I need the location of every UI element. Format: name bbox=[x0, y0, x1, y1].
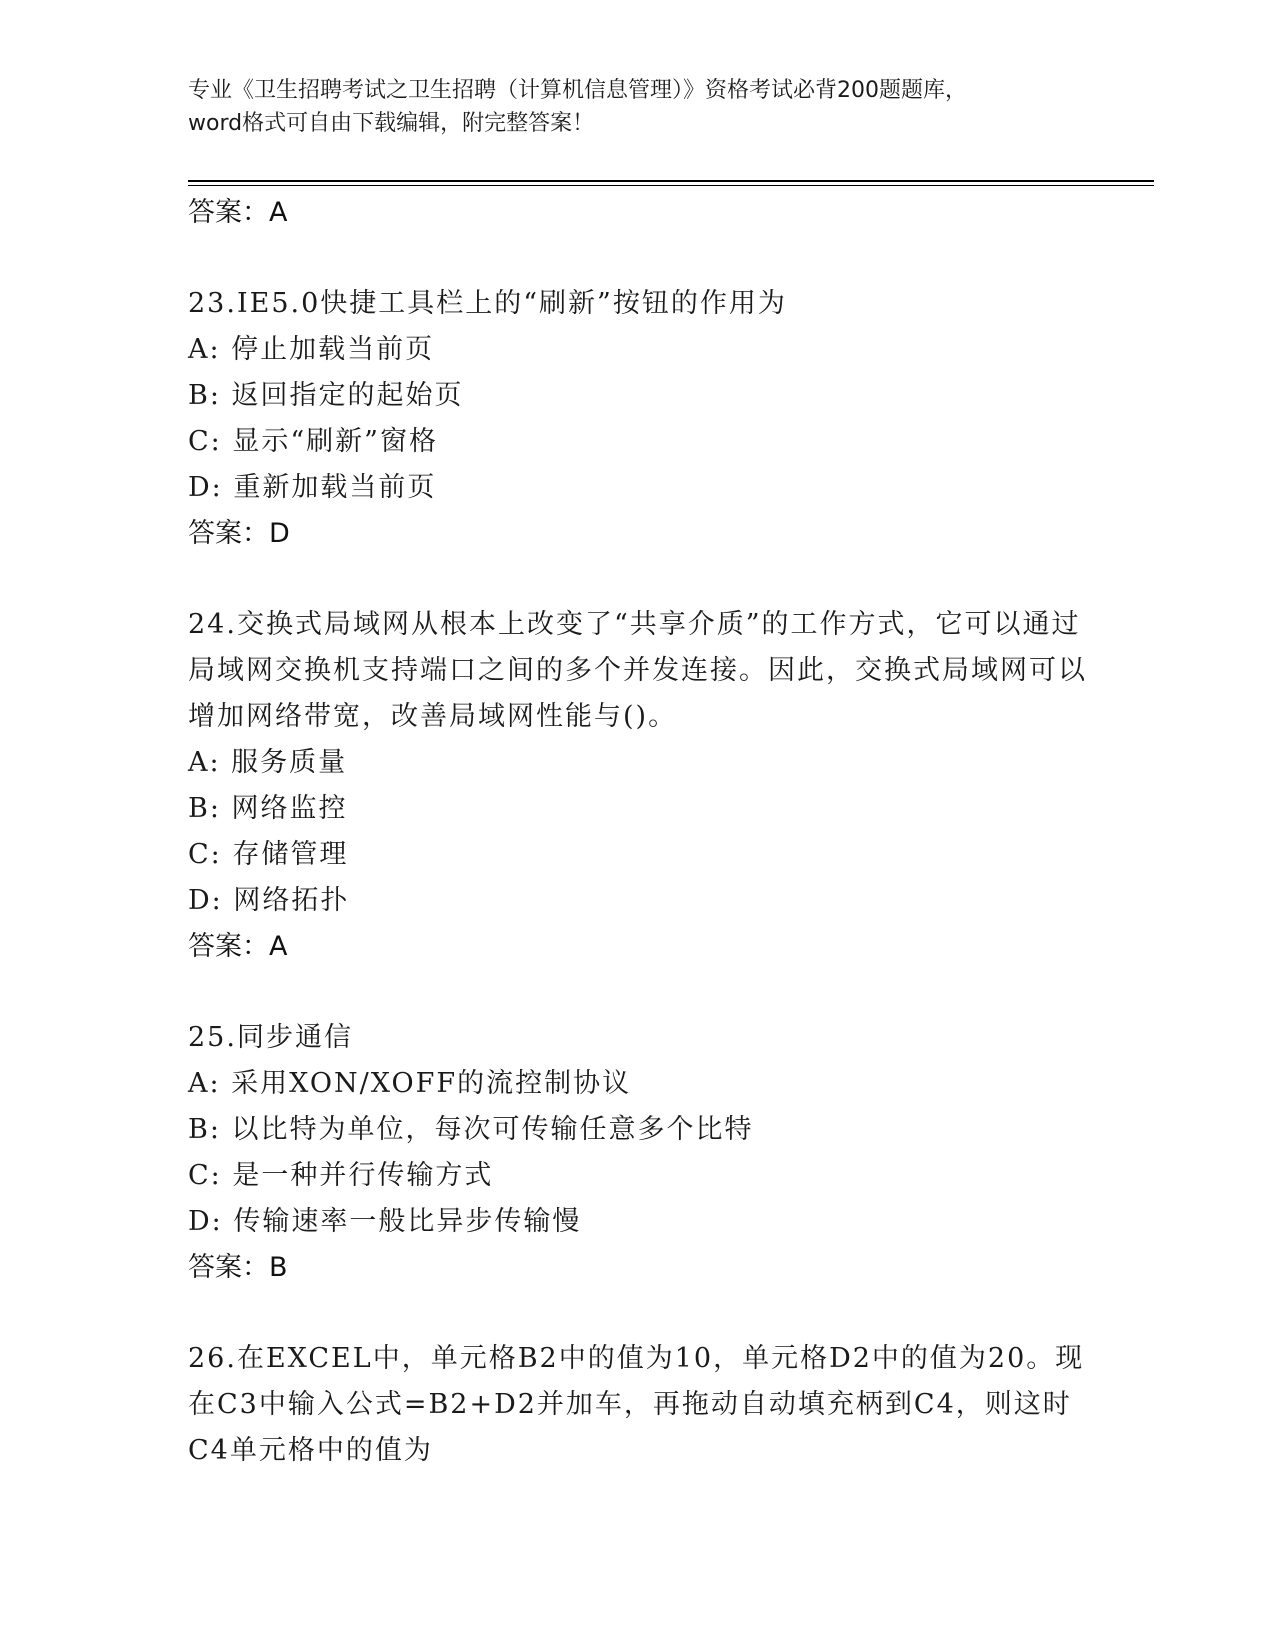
option-b: B: 以比特为单位，每次可传输任意多个比特 bbox=[188, 1114, 754, 1145]
question-stem: 24.交换式局域网从根本上改变了“共享介质”的工作方式，它可以通过局域网交换机支持端口之间的多个并发连接。因此，交换式局域网可以增加网络带宽，改善局域网性能与()。 bbox=[188, 609, 1087, 732]
option-c: C: 存储管理 bbox=[188, 839, 349, 870]
header-line-2: word格式可自由下载编辑，附完整答案！ bbox=[188, 111, 595, 136]
answer: 答案：B bbox=[188, 1252, 288, 1283]
option-d: D: 传输速率一般比异步传输慢 bbox=[188, 1206, 582, 1237]
answer: 答案：D bbox=[188, 518, 290, 549]
header-rule bbox=[188, 180, 1154, 182]
question-stem: 25.同步通信 bbox=[188, 1022, 353, 1053]
option-a: A: 采用XON/XOFF的流控制协议 bbox=[188, 1068, 632, 1099]
question-list bbox=[188, 190, 1088, 1474]
question-23 bbox=[188, 281, 1088, 557]
answer-prev: 答案：A bbox=[188, 197, 288, 228]
header-rule-thin bbox=[188, 185, 1154, 186]
option-d: D: 网络拓扑 bbox=[188, 885, 350, 916]
option-d: D: 重新加载当前页 bbox=[188, 472, 437, 503]
option-b: B: 返回指定的起始页 bbox=[188, 380, 464, 411]
option-a: A: 停止加载当前页 bbox=[188, 334, 435, 365]
option-c: C: 是一种并行传输方式 bbox=[188, 1160, 494, 1191]
question-stem: 26.在EXCEL中，单元格B2中的值为10，单元格D2中的值为20。现在C3中输入公式=B2+D2并加车，再拖动自动填充柄到C4，则这时C4单元格中的值为 bbox=[188, 1343, 1085, 1466]
option-c: C: 显示“刷新”窗格 bbox=[188, 426, 438, 457]
header-line-1: 专业《卫生招聘考试之卫生招聘（计算机信息管理）》资格考试必背200题题库， bbox=[188, 78, 967, 103]
option-b: B: 网络监控 bbox=[188, 793, 348, 824]
option-a: A: 服务质量 bbox=[188, 747, 348, 778]
question-24 bbox=[188, 602, 1088, 970]
question-26 bbox=[188, 1336, 1088, 1474]
answer: 答案：A bbox=[188, 931, 288, 962]
question-stem: 23.IE5.0快捷工具栏上的“刷新”按钮的作用为 bbox=[188, 288, 787, 319]
document-header bbox=[188, 74, 1088, 140]
question-25 bbox=[188, 1015, 1088, 1291]
